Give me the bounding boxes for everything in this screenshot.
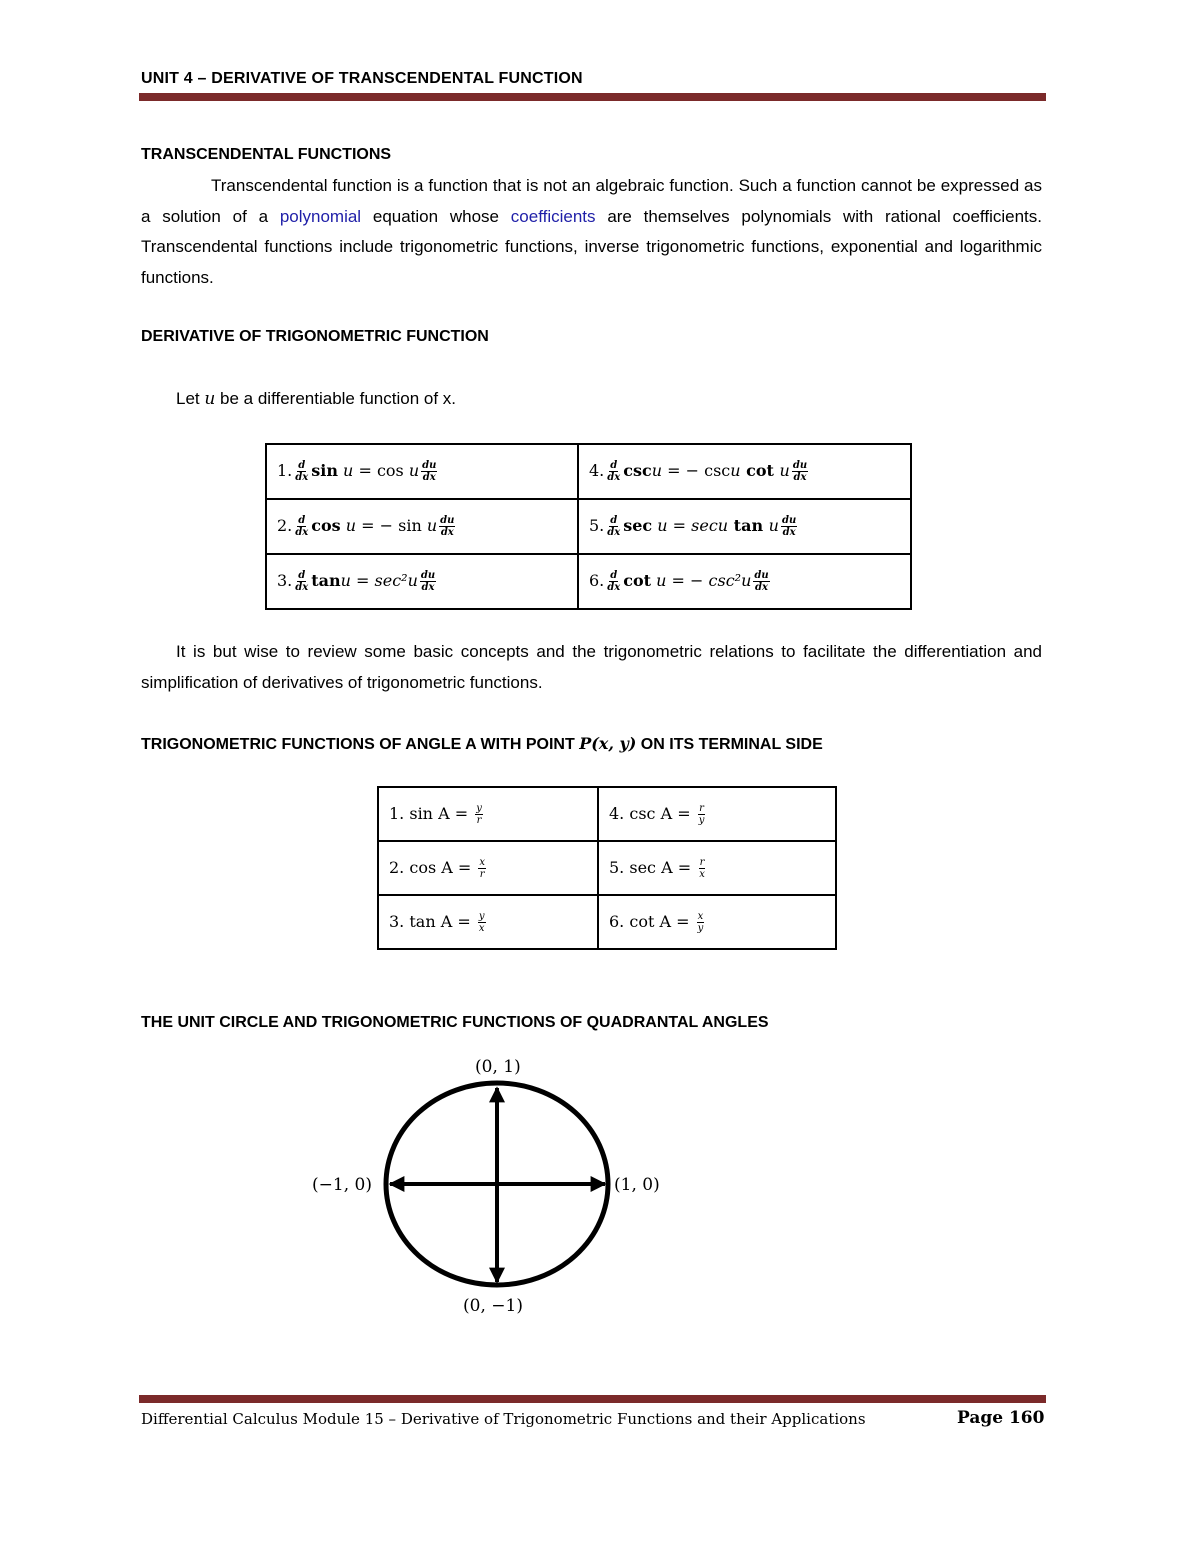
footer-module-title: Differential Calculus Module 15 – Derivative of Trigonometric Functions and their Applications <box>141 1410 866 1428</box>
d-dx-fraction: $\frac{d}{dx}$ <box>607 570 621 593</box>
ratio-cell-cos: 2. cos A = $\frac{x}{r}$ <box>378 841 598 895</box>
ratio-cell-sin: 1. sin A = $\frac{y}{r}$ <box>378 787 598 841</box>
d-dx-fraction: $\frac{d}{dx}$ <box>607 515 621 538</box>
variable-u: u <box>204 389 216 409</box>
paragraph-text: Transcendental function is a function that is not an algebraic function. Such a function cannot be expressed as a solution of a <box>141 176 1042 226</box>
ratio-cell-sec: 5. sec A = $\frac{r}{x}$ <box>598 841 836 895</box>
formula-cell-4: 4. $\frac{d}{dx}$ cscu = − cscu cot u $\frac{du}{dx}$ <box>578 444 911 499</box>
ratio-cell-csc: 4. csc A = $\frac{r}{y}$ <box>598 787 836 841</box>
unit-circle-diagram <box>300 1050 680 1320</box>
label-right-point: (1, 0) <box>614 1175 660 1195</box>
du-dx-fraction: $\frac{du}{dx}$ <box>754 570 769 593</box>
let-text: Let <box>176 389 205 408</box>
heading-trig-functions-angle-a <box>141 734 823 754</box>
heading-text: ON ITS TERMINAL SIDE <box>636 736 823 753</box>
trig-ratios-table <box>377 786 837 950</box>
table-row <box>266 499 911 554</box>
header-rule <box>139 93 1046 101</box>
label-left-point: (−1, 0) <box>312 1175 372 1195</box>
let-u-statement <box>176 384 976 415</box>
formula-cell-3: 3. $\frac{d}{dx}$ tanu = sec²u $\frac{du}{dx}$ <box>266 554 578 609</box>
label-bottom-point: (0, −1) <box>463 1296 523 1316</box>
formula-cell-1: 1. $\frac{d}{dx}$ sin u = cos u $\frac{du}{dx}$ <box>266 444 578 499</box>
du-dx-fraction: $\frac{du}{dx}$ <box>440 515 455 538</box>
formula-cell-6: 6. $\frac{d}{dx}$ cot u = − csc²u $\frac{du}{dx}$ <box>578 554 911 609</box>
paragraph-review-concepts: It is but wise to review some basic concepts and the trigonometric relations to facilitate the differentiation and simplification of derivatives of trigonometric functions. <box>141 642 1042 692</box>
heading-text: TRIGONOMETRIC FUNCTIONS OF ANGLE A WITH POINT <box>141 736 580 753</box>
table-row <box>266 444 911 499</box>
heading-transcendental-functions: TRANSCENDENTAL FUNCTIONS <box>141 146 392 163</box>
running-header: UNIT 4 – DERIVATIVE OF TRANSCENDENTAL FUNCTION <box>141 70 583 87</box>
formula-cell-5: 5. $\frac{d}{dx}$ sec u = secu tan u $\frac{du}{dx}$ <box>578 499 911 554</box>
let-text: be a differentiable function of x. <box>215 389 456 408</box>
heading-derivative-trig: DERIVATIVE OF TRIGONOMETRIC FUNCTION <box>141 328 489 345</box>
point-p-xy: P(x, y) <box>579 734 637 753</box>
table-row <box>266 554 911 609</box>
coefficients-link[interactable]: coefficients <box>510 206 596 226</box>
heading-unit-circle: THE UNIT CIRCLE AND TRIGONOMETRIC FUNCTIONS OF QUADRANTAL ANGLES <box>141 1014 769 1031</box>
du-dx-fraction: $\frac{du}{dx}$ <box>422 460 437 483</box>
du-dx-fraction: $\frac{du}{dx}$ <box>420 570 436 593</box>
d-dx-fraction: $\frac{d}{dx}$ <box>607 460 621 483</box>
footer-rule <box>139 1395 1046 1403</box>
paragraph-text: equation whose <box>361 206 511 226</box>
page-number: Page 160 <box>957 1408 1045 1428</box>
d-dx-fraction: $\frac{d}{dx}$ <box>295 570 309 593</box>
label-top-point: (0, 1) <box>475 1057 521 1077</box>
paragraph-text: are themselves polynomials with rational coefficients. Transcendental functions include trigonometric functions, inverse trigonometric functions, exponential and logarithmic functions. <box>141 206 1042 287</box>
paragraph-transcendental-definition <box>141 171 1042 293</box>
derivative-formulas-table <box>265 443 912 610</box>
table-row <box>378 895 836 949</box>
polynomial-link[interactable]: polynomial <box>279 206 362 226</box>
table-row <box>378 841 836 895</box>
d-dx-fraction: $\frac{d}{dx}$ <box>295 460 309 483</box>
d-dx-fraction: $\frac{d}{dx}$ <box>295 515 309 538</box>
ratio-cell-tan: 3. tan A = $\frac{y}{x}$ <box>378 895 598 949</box>
du-dx-fraction: $\frac{du}{dx}$ <box>781 515 797 538</box>
du-dx-fraction: $\frac{du}{dx}$ <box>792 460 808 483</box>
table-row <box>378 787 836 841</box>
formula-cell-2: 2. $\frac{d}{dx}$ cos u = − sin u $\frac{du}{dx}$ <box>266 499 578 554</box>
ratio-cell-cot: 6. cot A = $\frac{x}{y}$ <box>598 895 836 949</box>
